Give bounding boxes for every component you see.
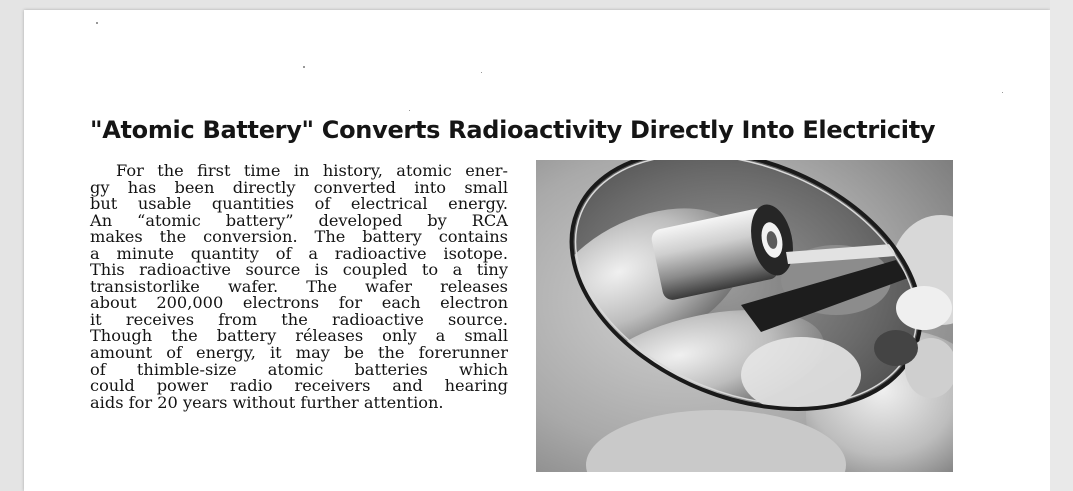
article-line: makes the conversion. The battery contains <box>90 227 508 247</box>
article-headline: "Atomic Battery" Converts Radioactivity Directly Into Electricity <box>90 116 936 144</box>
article-line: but usable quantities of electrical energy. <box>90 194 508 214</box>
print-speck <box>1002 92 1003 93</box>
document-page <box>24 10 1050 491</box>
article-body <box>90 163 508 411</box>
magnifying-glass-battery-photo-icon <box>536 160 953 472</box>
print-speck <box>481 72 482 73</box>
article-line: An “atomic battery” developed by RCA <box>90 210 508 230</box>
print-speck <box>409 110 410 111</box>
article-line: This radioactive source is coupled to a tiny <box>90 260 508 280</box>
article-line: amount of energy, it may be the forerunner <box>90 343 508 363</box>
viewer-right-margin <box>1050 0 1073 491</box>
article-line: gy has been directly converted into small <box>90 177 508 197</box>
article-line: aids for 20 years without further attention. <box>90 392 444 412</box>
article-line: of thimble-size atomic batteries which <box>90 359 508 379</box>
article-line: could power radio receivers and hearing <box>90 376 508 396</box>
article-line: Though the battery réleases only a small <box>90 326 508 346</box>
article-photo <box>536 160 953 472</box>
article-line: transistorlike wafer. The wafer releases <box>90 276 508 296</box>
article-line: a minute quantity of a radioactive isotope. <box>90 243 508 263</box>
print-speck <box>303 66 305 68</box>
article-line: For the first time in history, atomic ener- <box>116 161 508 180</box>
article-line: it receives from the radioactive source. <box>90 309 508 329</box>
article-line: about 200,000 electrons for each electron <box>90 293 508 313</box>
print-speck <box>96 22 98 24</box>
